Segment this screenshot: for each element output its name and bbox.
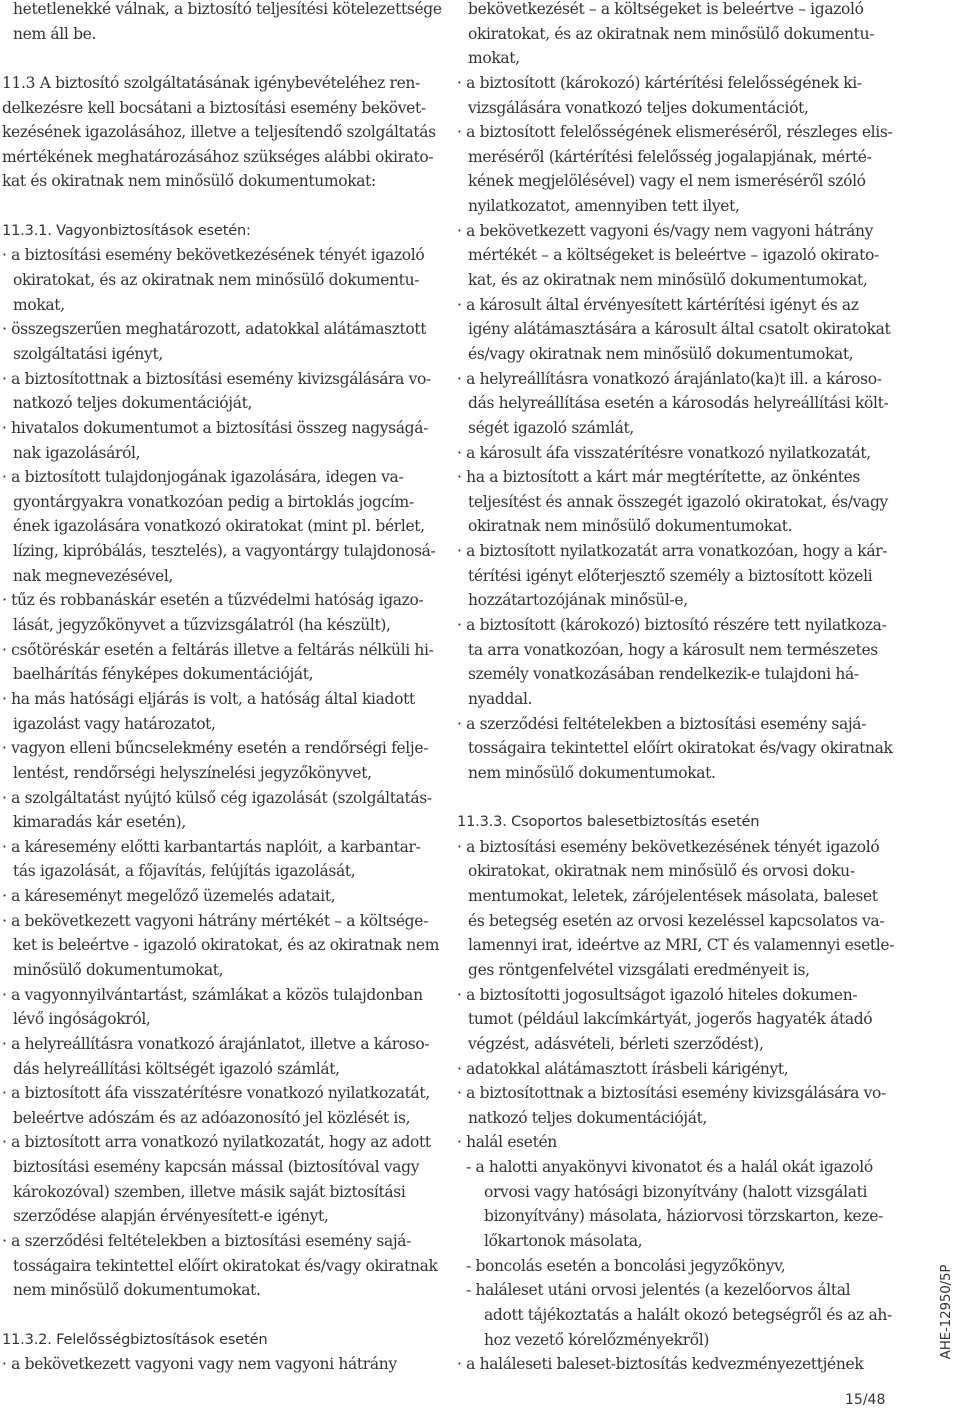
bullet-item-line: · a szerződési feltételekben a biztosítási esemény sajá-	[457, 714, 867, 733]
continuation-line: teljesítést és annak összegét igazoló okiratokat, és/vagy	[468, 492, 888, 511]
continuation-line: dás helyreállítása esetén a károsodás helyreállítási költ-	[468, 394, 889, 413]
continuation-line: végzést, adásvételi, bérleti szerződést),	[468, 1034, 764, 1053]
continuation-line: okiratokat, és az okiratnak nem minősülő dokumentu-	[468, 24, 875, 43]
document-code	[934, 1262, 958, 1362]
continuation-line: mértékét – a költségeket is beleértve – igazoló okirato-	[468, 246, 879, 265]
bullet-item-line: · csőtöréskár esetén a feltárás illetve a feltárás nélküli hi-	[2, 640, 434, 659]
continuation-line: baelhárítás fényképes dokumentációját,	[13, 665, 314, 684]
continuation-line: okiratnak nem minősülő dokumentumokat.	[468, 517, 793, 536]
bullet-item-line: · a szerződési feltételekben a biztosítási esemény sajá-	[2, 1232, 412, 1251]
continuation-line: ket is beleértve - igazoló okiratokat, és az okiratnak nem	[13, 936, 440, 955]
bullet-item-line: · adatokkal alátámasztott írásbeli kárigényt,	[457, 1059, 789, 1078]
continuation-line: biztosítási esemény kapcsán mással (biztosítóval vagy	[13, 1158, 420, 1177]
continuation-line: natkozó teljes dokumentációját,	[468, 1108, 708, 1127]
bullet-item-line: · a vagyonnyilvántartást, számlákat a közös tulajdonban	[2, 985, 423, 1004]
paragraph-line: mértékének meghatározásához szükséges alábbi okirato-	[2, 147, 434, 166]
paragraph-line: delkezésre kell bocsátani a biztosítási esemény bekövet-	[2, 98, 426, 117]
bullet-item-line: · a biztosítási esemény bekövetkezésének tényét igazoló	[457, 837, 880, 856]
continuation-line: kének megjelölésével) vagy el nem ismeréséről szóló	[468, 172, 866, 191]
bullet-item-line: · a haláleseti baleset-biztosítás kedvezményezettjének	[457, 1355, 864, 1374]
bullet-item-line: · a helyreállításra vonatkozó árajánlato(ka)t ill. a károso-	[457, 369, 882, 388]
continuation-line: tosságaira tekintettel előírt okiratokat és/vagy okiratnak	[13, 1256, 438, 1275]
dash-continuation-line: orvosi vagy hatósági bizonyítvány (halott vizsgálati	[484, 1182, 868, 1201]
continuation-line: lentést, rendőrségi helyszínelési jegyzőkönyvet,	[13, 763, 372, 782]
continuation-line: igény alátámasztására a károsult által csatolt okiratokat	[468, 320, 891, 339]
continuation-line: beleértve adószám és az adóazonosító jel közlését is,	[13, 1108, 411, 1127]
continuation-line: térítési igényt előterjesztő személy a biztosított közeli	[468, 566, 873, 585]
bullet-item-line: · a biztosítottnak a biztosítási esemény kivizsgálására vo-	[457, 1084, 886, 1103]
bullet-item-line: · a biztosított tulajdonjogának igazolására, idegen va-	[2, 468, 404, 487]
continuation-line: lízing, kipróbálás, tesztelés), a vagyontárgy tulajdonosá-	[13, 542, 436, 561]
bullet-item-line: · a bekövetkezett vagyoni és/vagy nem vagyoni hátrány	[457, 221, 874, 240]
bullet-item-line: · a káreseményt megelőző üzemelés adatait,	[2, 887, 336, 906]
continuation-line: szerződése alapján érvényesített-e igényt,	[13, 1207, 329, 1226]
bullet-item-line: · a bekövetkezett vagyoni hátrány mértékét – a költsége-	[2, 911, 428, 930]
document-code-label: AHE-12950/5P	[938, 1264, 954, 1360]
continuation-line: nyaddal.	[468, 689, 533, 708]
continuation-line: tumot (például lakcímkártyát, jogerős hagyaték átadó	[468, 1010, 873, 1029]
dash-continuation-line: hoz vezető kórelőzményekről)	[484, 1330, 710, 1349]
continuation-line: mokat,	[468, 49, 520, 68]
bullet-item-line: · tűz és robbanáskár esetén a tűzvédelmi hatóság igazo-	[2, 591, 424, 610]
bullet-item-line: · összegszerűen meghatározott, adatokkal alátámasztott	[2, 320, 427, 339]
bullet-item-line: · a szolgáltatást nyújtó külső cég igazolását (szolgáltatás-	[2, 788, 432, 807]
continuation-line: nak igazolásáról,	[13, 443, 141, 462]
paragraph-gap	[2, 194, 434, 219]
continuation-line: gyontárgyakra vonatkozóan pedig a birtoklás jogcím-	[13, 492, 414, 511]
bullet-item-line: · a károsult által érvényesített kártérítési igényt és az	[457, 295, 859, 314]
continuation-line: lévő ingóságokról,	[13, 1010, 151, 1029]
continuation-line: tosságaira tekintettel előírt okiratokat és/vagy okiratnak	[468, 739, 893, 758]
bullet-item-line: · a biztosított nyilatkozatát arra vonatkozóan, hogy a kár-	[457, 542, 888, 561]
continuation-line: kimaradás kár esetén),	[13, 813, 186, 832]
continuation-line: ta arra vonatkozóan, hogy a károsult nem természetes	[468, 640, 878, 659]
paragraph-gap	[2, 1303, 434, 1328]
paragraph-gap	[457, 786, 887, 811]
dash-continuation-line: bizonyítvány) másolata, háziorvosi törzskarton, keze-	[484, 1207, 883, 1226]
bullet-item-line: · a biztosítotti jogosultságot igazoló hiteles dokumen-	[457, 985, 858, 1004]
bullet-item-line: · a biztosított (károkozó) kártérítési felelősségének ki-	[457, 73, 862, 92]
bullet-item-line: · a biztosított (károkozó) biztosító részére tett nyilatkoza-	[457, 616, 887, 635]
bullet-item-line: · a biztosított felelősségének elismeréséről, részleges elis-	[457, 123, 893, 142]
continuation-line: okiratokat, és az okiratnak nem minősülő dokumentu-	[13, 271, 420, 290]
continuation-line: mokat,	[13, 295, 65, 314]
continuation-line: minősülő dokumentumokat,	[13, 960, 224, 979]
continuation-line: szolgáltatási igényt,	[13, 344, 163, 363]
bullet-item-line: · halál esetén	[457, 1133, 557, 1152]
continuation-line: vizsgálására vonatkozó teljes dokumentációt,	[468, 98, 809, 117]
bullet-item-line: · ha a biztosított a kárt már megtérítette, az önkéntes	[457, 468, 861, 487]
continuation-line: kat, és az okiratnak nem minősülő dokumentumokat,	[468, 271, 868, 290]
right-text-column	[457, 0, 895, 1377]
continuation-line: okiratokat, okiratnak nem minősülő és orvosi doku-	[468, 862, 855, 881]
section-heading: 11.3.3. Csoportos balesetbiztosítás esetén	[457, 813, 760, 831]
dash-continuation-line: lőkartonok másolata,	[484, 1232, 643, 1251]
section-heading: 11.3.2. Felelősségbiztosítások esetén	[2, 1330, 268, 1348]
bullet-item-line: · a biztosított áfa visszatérítésre vonatkozó nyilatkozatát,	[2, 1084, 430, 1103]
bullet-item-line: · a biztosítási esemény bekövetkezésének tényét igazoló	[2, 246, 425, 265]
continuation-line: és betegség esetén az orvosi kezeléssel kapcsolatos va-	[468, 911, 885, 930]
continuation-line: nyilatkozatot, amennyiben tett ilyet,	[468, 197, 740, 216]
paragraph-line: kezésének igazolásához, illetve a teljesítendő szolgáltatás	[2, 123, 436, 142]
bullet-item-line: · a károsult áfa visszatérítésre vonatkozó nyilatkozatát,	[457, 443, 871, 462]
dash-item-line: - boncolás esetén a boncolási jegyzőkönyv,	[466, 1256, 786, 1275]
continuation-line: nem minősülő dokumentumokat.	[468, 763, 716, 782]
continuation-line: dás helyreállítási költségét igazoló számlát,	[13, 1059, 340, 1078]
dash-item-line: - haláleset utáni orvosi jelentés (a kezelőorvos által	[466, 1281, 851, 1300]
continuation-line: károkozóval) szemben, illetve másik saját biztosítási	[13, 1182, 406, 1201]
dash-item-line: - a halotti anyakönyvi kivonatot és a halál okát igazoló	[466, 1158, 873, 1177]
bullet-item-line: · a káresemény előtti karbantartás naplóit, a karbantar-	[2, 837, 421, 856]
paragraph-gap	[2, 46, 434, 71]
continuation-line: nem áll be.	[13, 24, 97, 43]
continuation-line: mentumokat, leletek, zárójelentések másolata, baleset	[468, 887, 878, 906]
continuation-line: hetetlenekké válnak, a biztosító teljesítési kötelezettsége	[13, 0, 442, 18]
continuation-line: lamennyi irat, ideértve az MRI, CT és valamennyi esetle-	[468, 936, 895, 955]
bullet-item-line: · a biztosított arra vonatkozó nyilatkozatát, hogy az adott	[2, 1133, 431, 1152]
continuation-line: nem minősülő dokumentumokat.	[13, 1281, 261, 1300]
bullet-item-line: · a bekövetkezett vagyoni vagy nem vagyoni hátrány	[2, 1355, 397, 1374]
continuation-line: személy vonatkozásában rendelkezik-e tulajdoni há-	[468, 665, 859, 684]
continuation-line: ségét igazoló számlát,	[468, 418, 634, 437]
continuation-line: bekövetkezését – a költségeket is beleértve – igazoló	[468, 0, 864, 18]
bullet-item-line: · a biztosítottnak a biztosítási esemény kivizsgálására vo-	[2, 369, 431, 388]
continuation-line: igazolást vagy határozatot,	[13, 714, 216, 733]
continuation-line: lását, jegyzőkönyvet a tűzvizsgálatról (ha készült),	[13, 616, 391, 635]
continuation-line: tás igazolását, a főjavítás, felújítás igazolását,	[13, 862, 356, 881]
bullet-item-line: · a helyreállításra vonatkozó árajánlatot, illetve a károso-	[2, 1034, 430, 1053]
paragraph-line: kat és okiratnak nem minősülő dokumentumokat:	[2, 172, 376, 191]
continuation-line: hozzátartozójának minősül-e,	[468, 591, 688, 610]
dash-continuation-line: adott tájékoztatás a halált okozó betegségről és az ah-	[484, 1305, 892, 1324]
paragraph-line: 11.3 A biztosító szolgáltatásának igénybevételéhez ren-	[2, 73, 420, 92]
continuation-line: natkozó teljes dokumentációját,	[13, 394, 253, 413]
section-heading: 11.3.1. Vagyonbiztosítások esetén:	[2, 221, 251, 239]
left-text-column	[2, 0, 442, 1377]
bullet-item-line: · ha más hatósági eljárás is volt, a hatóság által kiadott	[2, 689, 415, 708]
page-number: 15/48	[845, 1392, 886, 1408]
bullet-item-line: · hivatalos dokumentumot a biztosítási összeg nagyságá-	[2, 418, 428, 437]
continuation-line: ének igazolására vonatkozó okiratokat (mint pl. bérlet,	[13, 517, 425, 536]
continuation-line: nak megnevezésével,	[13, 566, 174, 585]
continuation-line: és/vagy okiratnak nem minősülő dokumentumokat,	[468, 344, 854, 363]
bullet-item-line: · vagyon elleni bűncselekmény esetén a rendőrségi felje-	[2, 739, 429, 758]
continuation-line: meréséről (kártérítési felelősség jogalapjának, mérté-	[468, 147, 872, 166]
continuation-line: ges röntgenfelvétel vizsgálati eredményeit is,	[468, 960, 810, 979]
